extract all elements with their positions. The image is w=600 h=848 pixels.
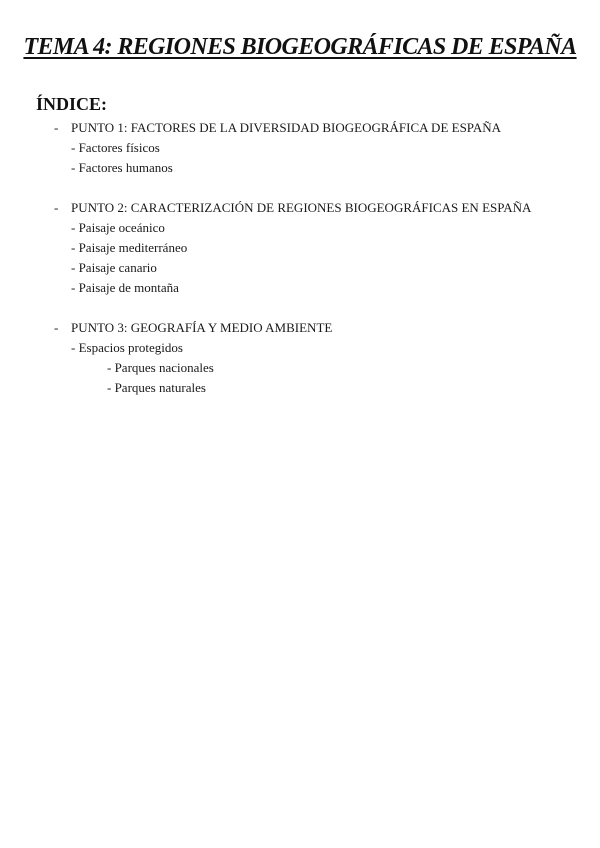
bullet-dash: - [54,200,59,215]
section-heading-text: PUNTO 2: CARACTERIZACIÓN DE REGIONES BIOGEOGRÁFICAS EN ESPAÑA [71,200,532,215]
section-heading [0,118,600,138]
list-item: - Factores físicos [71,140,160,155]
list-item: - Paisaje de montaña [71,280,179,295]
section-heading-text: PUNTO 3: GEOGRAFÍA Y MEDIO AMBIENTE [71,320,333,335]
list-item: - Paisaje canario [71,260,157,275]
list-item: - Paisaje oceánico [71,220,165,235]
list-item: - Paisaje mediterráneo [71,240,188,255]
bullet-dash: - [54,120,59,135]
index-heading: ÍNDICE: [36,94,108,114]
bullet-dash: - [54,320,59,335]
index-section-3 [0,318,600,398]
list-item: - Factores humanos [71,160,173,175]
list-item: - Espacios protegidos [71,340,183,355]
nested-list-item: - Parques naturales [107,380,206,395]
index-section-2 [0,198,600,298]
index-list [0,118,600,418]
section-heading [0,318,600,338]
section-heading [0,198,600,218]
nested-list-item: - Parques nacionales [107,360,214,375]
index-section-1 [0,118,600,178]
document-title: TEMA 4: REGIONES BIOGEOGRÁFICAS DE ESPAÑA [23,34,577,60]
section-heading-text: PUNTO 1: FACTORES DE LA DIVERSIDAD BIOGEOGRÁFICA DE ESPAÑA [71,120,502,135]
